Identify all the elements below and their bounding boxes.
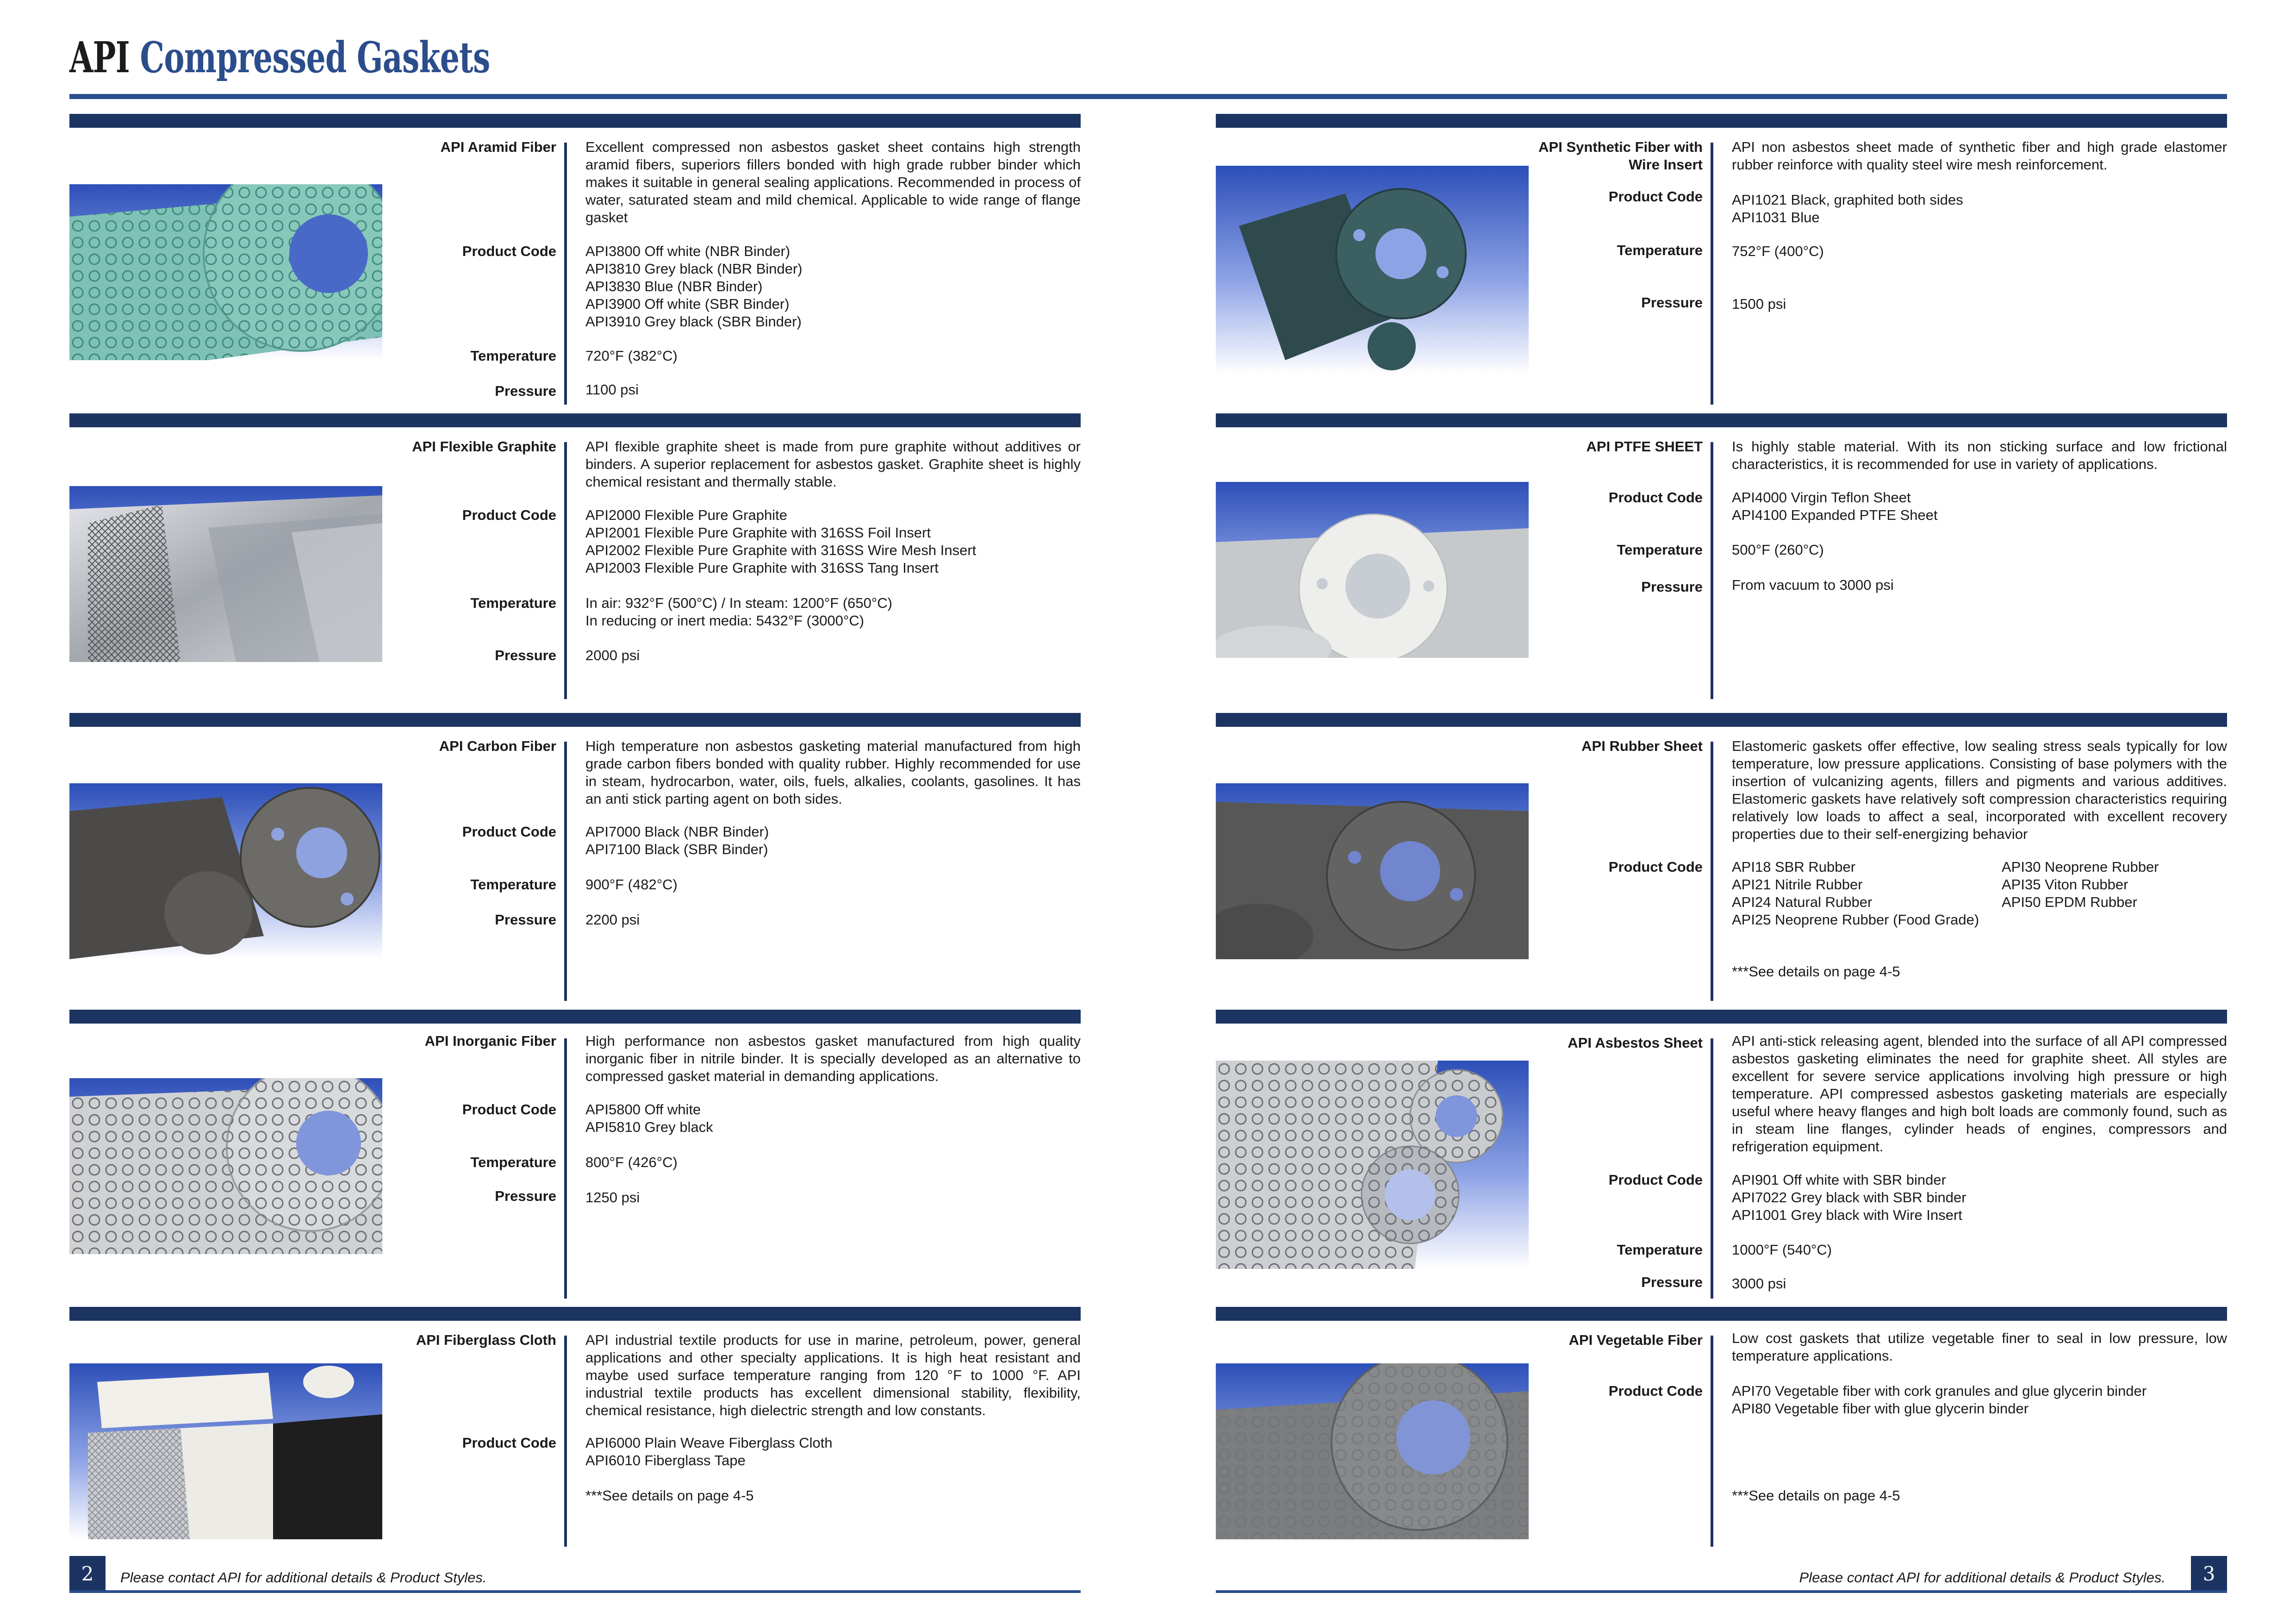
carbon-pressure: 2200 psi (585, 912, 640, 928)
graphite-label-product-code: Product Code (462, 507, 556, 523)
aramid-name: API Aramid Fiber (440, 139, 556, 155)
ptfe-pressure: From vacuum to 3000 psi (1732, 577, 1894, 593)
fiberglass-code: API6010 Fiberglass Tape (585, 1452, 746, 1468)
synthetic-codes (1732, 191, 2227, 226)
divider-line (564, 442, 567, 699)
ptfe-codes (1732, 489, 2227, 524)
section-bar (1216, 413, 2227, 427)
graphite-code: API2000 Flexible Pure Graphite (585, 507, 787, 523)
carbon-photo (69, 783, 382, 959)
footer-note-left: Please contact API for additional details & Product Styles. (120, 1569, 487, 1586)
divider-line (1711, 143, 1713, 405)
inorganic-name: API Inorganic Fiber (424, 1033, 556, 1049)
section-bar (1216, 713, 2227, 727)
vegetable-code: API80 Vegetable fiber with glue glycerin binder (1732, 1400, 2029, 1417)
rubber-description: Elastomeric gaskets offer effective, low sealing stress seals typically for low temperature, low pressure applications. Consisting of base polymers with the insertion of vulcanizing agents, fillers and pigments and various additives. Elastomeric gaskets have relatively soft compression characteristics requiring relatively low loads to affect a seal, incorporated with excellent recovery properties due to their self-energizing behavior (1732, 738, 2227, 842)
section-vegetable (1216, 1307, 2227, 1548)
vegetable-codes (1732, 1382, 2227, 1418)
graphite-name: API Flexible Graphite (412, 438, 556, 455)
synthetic-label-temperature: Temperature (1617, 242, 1703, 258)
synthetic-name-line: Wire Insert (1629, 156, 1703, 173)
fiberglass-see-details: ***See details on page 4-5 (585, 1487, 754, 1504)
page-title (69, 32, 490, 82)
section-rubber (1216, 713, 2227, 1009)
inorganic-description: High performance non asbestos gasket manufactured from high quality inorganic fiber in nitrile binder. It is specially developed as an alternative to compressed gasket material in demanding applications. (585, 1033, 1081, 1084)
graphite-code: API2001 Flexible Pure Graphite with 316SS Foil Insert (585, 525, 931, 541)
ptfe-label-product-code: Product Code (1608, 489, 1703, 506)
divider-line (1711, 1336, 1713, 1547)
vegetable-code: API70 Vegetable fiber with cork granules and glue glycerin binder (1732, 1383, 2147, 1399)
ptfe-name: API PTFE SHEET (1586, 438, 1703, 455)
synthetic-name (1538, 138, 1703, 174)
asbestos-description: API anti-stick releasing agent, blended into the surface of all API compressed asbestos gasketing eliminates the need for graphite sheet. All styles are excellent for severe service applications involving high pressure or high temperature. API compressed asbestos gasketing materials are especially useful where heavy flanges and high bolt loads are commonly found, such as in steam line flanges, cylinder heads of engines, compressors and refrigeration equipment. (1732, 1033, 2227, 1155)
carbon-label-temperature: Temperature (470, 876, 556, 893)
divider-line (1711, 1038, 1713, 1299)
synthetic-name-line: API Synthetic Fiber with (1538, 139, 1703, 155)
inorganic-photo (69, 1078, 382, 1254)
fiberglass-photo (69, 1363, 382, 1539)
carbon-name: API Carbon Fiber (439, 738, 556, 754)
rubber-code: API35 Viton Rubber (2002, 876, 2128, 893)
ptfe-photo (1216, 482, 1529, 658)
section-bar (1216, 1010, 2227, 1024)
section-synthetic (1216, 114, 2227, 410)
section-ptfe (1216, 413, 2227, 710)
ptfe-temperature: 500°F (260°C) (1732, 542, 1824, 558)
asbestos-name: API Asbestos Sheet (1568, 1035, 1703, 1051)
asbestos-code: API901 Off white with SBR binder (1732, 1172, 1946, 1188)
divider-line (564, 742, 567, 1001)
asbestos-code: API7022 Grey black with SBR binder (1732, 1189, 1966, 1206)
section-bar (69, 713, 1081, 727)
rubber-see-details: ***See details on page 4-5 (1732, 963, 1900, 980)
asbestos-label-temperature: Temperature (1617, 1242, 1703, 1258)
asbestos-label-product-code: Product Code (1608, 1172, 1703, 1188)
aramid-code: API3830 Blue (NBR Binder) (585, 278, 763, 294)
vegetable-name: API Vegetable Fiber (1568, 1332, 1703, 1348)
page-number-left: 2 (69, 1556, 106, 1592)
rubber-code: API24 Natural Rubber (1732, 894, 1873, 910)
divider-line (1711, 742, 1713, 1001)
aramid-label-pressure: Pressure (495, 383, 556, 399)
rubber-code: API18 SBR Rubber (1732, 859, 1856, 875)
graphite-label-temperature: Temperature (470, 595, 556, 611)
graphite-pressure: 2000 psi (585, 647, 640, 663)
asbestos-temperature: 1000°F (540°C) (1732, 1242, 1832, 1258)
section-graphite (69, 413, 1081, 710)
header-rule (69, 94, 2227, 99)
carbon-temperature: 900°F (482°C) (585, 876, 678, 893)
section-bar (69, 1307, 1081, 1321)
aramid-code: API3910 Grey black (SBR Binder) (585, 313, 802, 330)
section-inorganic (69, 1010, 1081, 1306)
graphite-photo (69, 486, 382, 662)
aramid-label-product-code: Product Code (462, 243, 556, 259)
section-fiberglass (69, 1307, 1081, 1548)
divider-line (1711, 442, 1713, 699)
inorganic-temperature: 800°F (426°C) (585, 1154, 678, 1170)
ptfe-description: Is highly stable material. With its non sticking surface and low frictional characteristics, it is recommended for use in variety of applications. (1732, 438, 2227, 472)
rubber-code: API50 EPDM Rubber (2002, 894, 2137, 910)
rubber-name: API Rubber Sheet (1581, 738, 1703, 754)
graphite-code: API2002 Flexible Pure Graphite with 316SS Wire Mesh Insert (585, 542, 977, 558)
fiberglass-name: API Fiberglass Cloth (416, 1332, 556, 1348)
graphite-label-pressure: Pressure (495, 647, 556, 663)
asbestos-label-pressure: Pressure (1641, 1274, 1703, 1290)
divider-line (564, 1038, 567, 1299)
section-asbestos (1216, 1010, 2227, 1306)
vegetable-label-product-code: Product Code (1608, 1383, 1703, 1399)
section-bar (1216, 114, 2227, 128)
vegetable-photo (1216, 1363, 1529, 1539)
asbestos-pressure: 3000 psi (1732, 1275, 1786, 1292)
aramid-code: API3800 Off white (NBR Binder) (585, 243, 790, 259)
footer-note-right: Please contact API for additional details & Product Styles. (1799, 1569, 2165, 1586)
rubber-photo (1216, 783, 1529, 959)
inorganic-code: API5800 Off white (585, 1101, 701, 1118)
ptfe-code: API4000 Virgin Teflon Sheet (1732, 489, 1911, 506)
graphite-temperature (585, 594, 1081, 630)
page-number-right: 3 (2191, 1556, 2227, 1592)
rubber-codes-col2 (2002, 858, 2159, 911)
synthetic-label-pressure: Pressure (1641, 294, 1703, 311)
inorganic-label-product-code: Product Code (462, 1101, 556, 1118)
rubber-codes-col1 (1732, 858, 1979, 929)
fiberglass-label-product-code: Product Code (462, 1435, 556, 1451)
synthetic-code: API1031 Blue (1732, 209, 1820, 225)
section-carbon (69, 713, 1081, 1009)
section-aramid (69, 114, 1081, 410)
graphite-description: API flexible graphite sheet is made from pure graphite without additives or binders. A superior replacement for asbestos gasket. Graphite sheet is highly chemical resistant and thermally stable. (585, 438, 1081, 490)
footer-rule-right (1216, 1590, 2227, 1593)
carbon-description: High temperature non asbestos gasketing material manufactured from high grade carbon fibers bonded with quality rubber. Highly recommended for use in steam, hydrocarbon, water, oils, fuels, alkalies, coolants, gasolines. It has an anti stick parting agent on both sides. (585, 738, 1081, 807)
graphite-code: API2003 Flexible Pure Graphite with 316SS Tang Insert (585, 560, 939, 576)
ptfe-label-pressure: Pressure (1641, 579, 1703, 595)
vegetable-description: Low cost gaskets that utilize vegetable finer to seal in low pressure, low temperature applications. (1732, 1330, 2227, 1364)
aramid-code: API3810 Grey black (NBR Binder) (585, 261, 803, 277)
divider-line (564, 1336, 567, 1547)
inorganic-codes (585, 1101, 1081, 1136)
asbestos-photo (1216, 1061, 1529, 1269)
ptfe-label-temperature: Temperature (1617, 542, 1703, 558)
carbon-code: API7000 Black (NBR Binder) (585, 824, 769, 840)
synthetic-temperature: 752°F (400°C) (1732, 243, 1824, 259)
rubber-label-product-code: Product Code (1608, 859, 1703, 875)
fiberglass-codes (585, 1434, 1081, 1469)
graphite-temperature-line: In reducing or inert media: 5432°F (3000°C) (585, 612, 865, 629)
inorganic-pressure: 1250 psi (585, 1189, 640, 1206)
vegetable-see-details: ***See details on page 4-5 (1732, 1487, 1900, 1504)
rubber-code: API21 Nitrile Rubber (1732, 876, 1863, 893)
section-bar (69, 1010, 1081, 1024)
carbon-codes (585, 823, 1081, 858)
title-rest: Compressed Gaskets (140, 32, 490, 82)
divider-line (564, 143, 567, 405)
aramid-temperature: 720°F (382°C) (585, 348, 678, 364)
inorganic-label-pressure: Pressure (495, 1188, 556, 1204)
title-brand: API (69, 32, 130, 82)
rubber-codes (1732, 858, 2227, 932)
carbon-label-product-code: Product Code (462, 824, 556, 840)
graphite-temperature-line: In air: 932°F (500°C) / In steam: 1200°F (650°C) (585, 595, 892, 611)
aramid-photo (69, 184, 382, 360)
asbestos-code: API1001 Grey black with Wire Insert (1732, 1207, 1962, 1223)
footer-rule-left (69, 1590, 1081, 1593)
carbon-code: API7100 Black (SBR Binder) (585, 841, 768, 857)
aramid-code: API3900 Off white (SBR Binder) (585, 296, 790, 312)
synthetic-description: API non asbestos sheet made of synthetic fiber and high grade elastomer rubber reinforce with quality steel wire mesh reinforcement. (1732, 139, 2227, 173)
inorganic-code: API5810 Grey black (585, 1119, 713, 1135)
section-bar (1216, 1307, 2227, 1321)
aramid-pressure: 1100 psi (585, 381, 639, 398)
fiberglass-description: API industrial textile products for use in marine, petroleum, power, general applications and other specialty applications. It is high heat resistant and maybe used surface temperature ranging from 120 °F to 1000 °F. API industrial textile products has excellent dimensional stability, flexibility, chemical resistance, high dielectric strength and low constants. (585, 1332, 1081, 1418)
graphite-codes (585, 506, 1081, 577)
synthetic-photo (1216, 166, 1529, 374)
carbon-label-pressure: Pressure (495, 912, 556, 928)
aramid-label-temperature: Temperature (470, 348, 556, 364)
rubber-code: API25 Neoprene Rubber (Food Grade) (1732, 912, 1979, 928)
section-bar (69, 413, 1081, 427)
aramid-description: Excellent compressed non asbestos gasket sheet contains high strength aramid fibers, superiors fillers bonded with high grade rubber binder which makes it suitable in general sealing applications. Recommended in process of water, saturated steam and mild chemical. Applicable to wide range of flange gasket (585, 139, 1081, 225)
ptfe-code: API4100 Expanded PTFE Sheet (1732, 507, 1938, 523)
aramid-codes (585, 243, 1081, 331)
synthetic-code: API1021 Black, graphited both sides (1732, 192, 1963, 208)
inorganic-label-temperature: Temperature (470, 1154, 556, 1170)
asbestos-codes (1732, 1171, 2227, 1224)
section-bar (69, 114, 1081, 128)
synthetic-label-product-code: Product Code (1608, 188, 1703, 205)
synthetic-pressure: 1500 psi (1732, 296, 1786, 312)
rubber-code: API30 Neoprene Rubber (2002, 859, 2159, 875)
fiberglass-code: API6000 Plain Weave Fiberglass Cloth (585, 1435, 833, 1451)
